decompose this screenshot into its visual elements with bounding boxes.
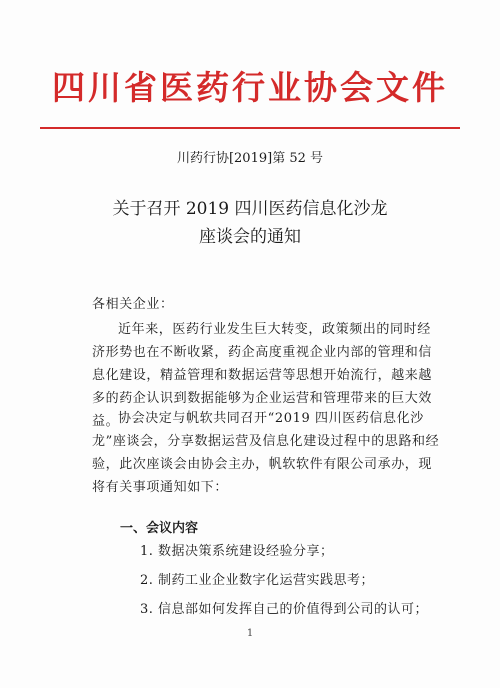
document-title (0, 195, 500, 251)
list-item: 1. 数据决策系统建设经验分享； (140, 544, 334, 559)
paragraph-intro: 近年来，医药行业发生巨大转变，政策频出的同时经济形势也在不断收紧，药企高度重视企业内部的管理和信息化建设，精益管理和数据运营等思想开始流行，越来越多的药企认识到数据能够为企业运营和管理带来的巨大效益。 (92, 322, 433, 429)
document-title-line-1: 关于召开 2019 四川医药信息化沙龙 (112, 199, 388, 219)
document-title-line-2: 座谈会的通知 (199, 227, 301, 247)
paragraph-announcement: 协会决定与帆软共同召开“2019 四川医药信息化沙龙”座谈会，分享数据运营及信息化建设过程中的思路和经验，此次座谈会由协会主办，帆软软件有限公司承办，现将有关事项通知如下： (92, 411, 440, 495)
salutation: 各相关企业： (92, 297, 174, 312)
document-number: 川药行协[2019]第 52 号 (176, 151, 324, 166)
list-item: 2. 制药工业企业数字化运营实践思考； (140, 573, 375, 588)
page-number: 1 (246, 628, 254, 639)
masthead-divider (40, 127, 460, 129)
meeting-content-list (140, 537, 460, 624)
section-heading-meeting-content: 一、会议内容 (120, 521, 199, 536)
list-item: 3. 信息部如何发挥自己的价值得到公司的认可； (140, 602, 429, 617)
masthead-title: 四川省医药行业协会文件 (52, 68, 448, 107)
